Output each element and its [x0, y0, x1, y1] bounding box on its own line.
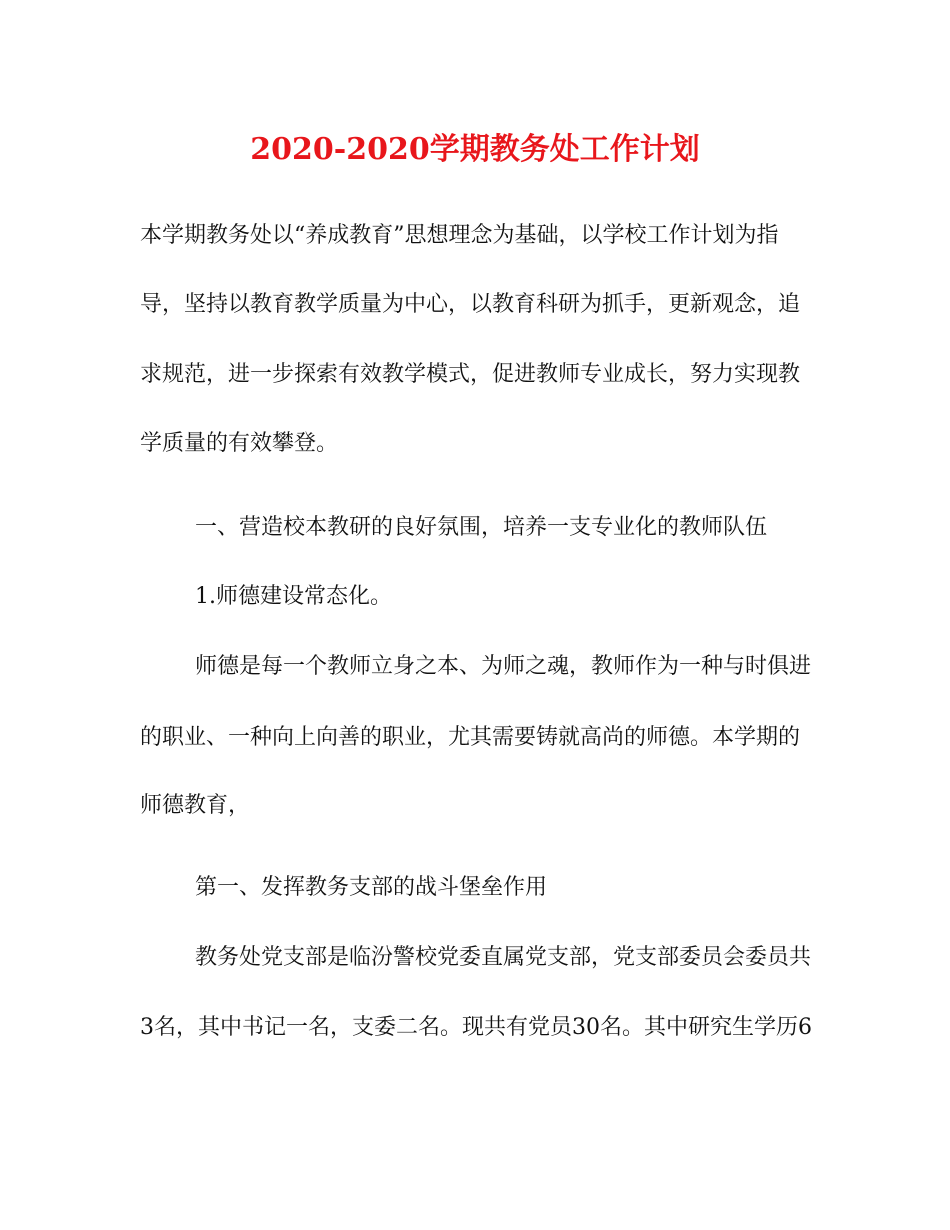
- body-line: 学质量的有效攀登。: [140, 431, 339, 456]
- section-heading: 一、营造校本教研的良好氛围，培养一支专业化的教师队伍: [195, 515, 768, 540]
- document-title: 2020-2020学期教务处工作计划: [250, 132, 700, 167]
- body-line: 教务处党支部是临汾警校党委直属党支部，党支部委员会委员共: [195, 945, 812, 970]
- body-line: 3名，其中书记一名，支委二名。现共有党员30名。其中研究生学历6: [140, 1015, 812, 1040]
- subsection-heading: 1.师德建设常态化。: [195, 584, 392, 609]
- body-line: 导，坚持以教育教学质量为中心，以教育科研为抓手，更新观念，追: [140, 292, 801, 317]
- subsection-heading: 第一、发挥教务支部的战斗堡垒作用: [195, 875, 548, 900]
- body-line: 本学期教务处以“养成教育”思想理念为基础，以学校工作计划为指: [140, 223, 779, 248]
- body-line: 师德教育，: [140, 793, 251, 818]
- body-line: 求规范，进一步探索有效教学模式，促进教师专业成长，努力实现教: [140, 362, 801, 387]
- body-line: 师德是每一个教师立身之本、为师之魂，教师作为一种与时俱进: [195, 654, 812, 679]
- body-line: 的职业、一种向上向善的职业，尤其需要铸就高尚的师德。本学期的: [140, 725, 801, 750]
